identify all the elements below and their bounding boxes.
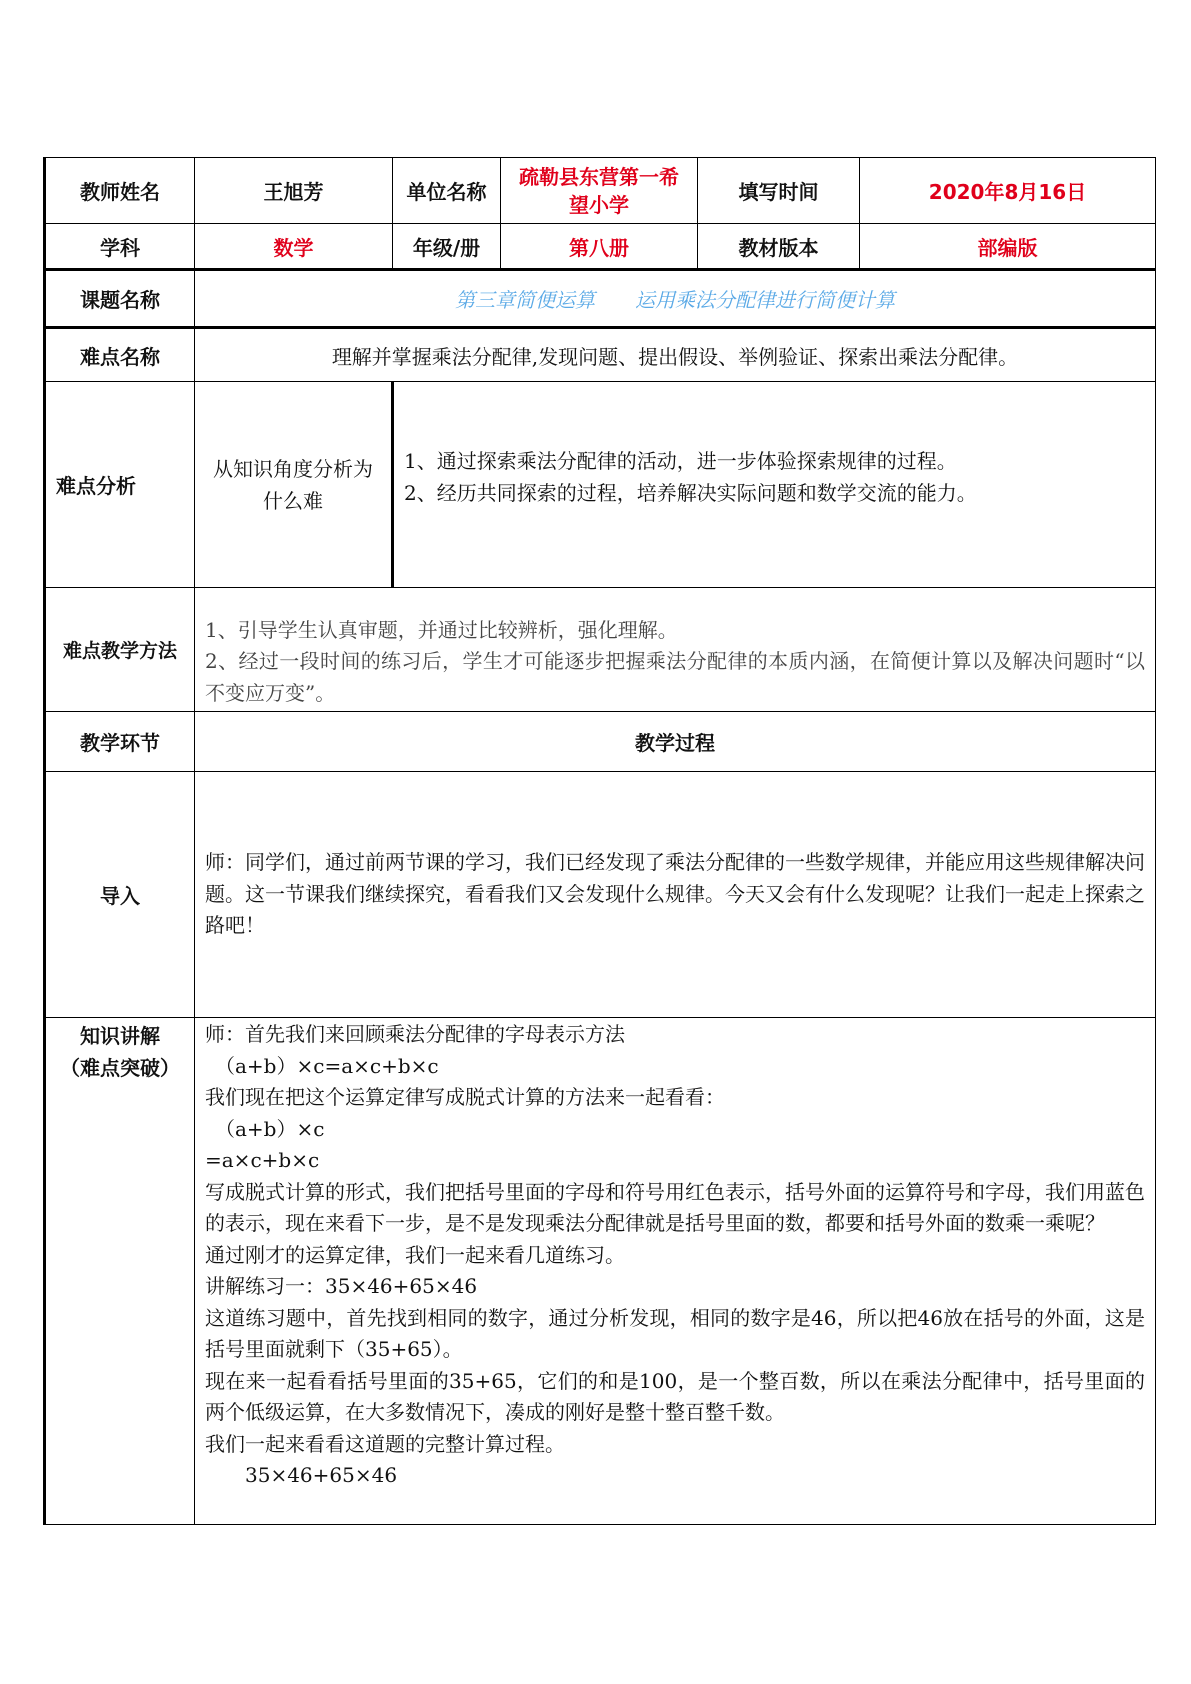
explain-label-line-2: （难点突破） xyxy=(60,1056,180,1080)
process-header-row xyxy=(45,712,1156,772)
analysis-label: 难点分析 xyxy=(45,382,195,588)
explain-line-4: （a+b）×c xyxy=(215,1116,325,1141)
difficulty-row xyxy=(45,328,1156,382)
method-label: 难点教学方法 xyxy=(45,588,195,712)
analysis-content xyxy=(393,382,1156,588)
explain-line-11: 我们一起来看看这道题的完整计算过程。 xyxy=(205,1431,565,1456)
fill-time-value: 2020年8月16日 xyxy=(860,158,1156,224)
header-row-2 xyxy=(45,224,1156,270)
explain-label-line-1: 知识讲解 xyxy=(80,1024,160,1048)
grade-label: 年级/册 xyxy=(393,224,501,270)
explain-line-1: 师：首先我们来回顾乘法分配律的字母表示方法 xyxy=(205,1022,625,1046)
lesson-plan-table xyxy=(43,157,1156,1525)
edition-label: 教材版本 xyxy=(698,224,860,270)
explain-line-5: =a×c+b×c xyxy=(205,1148,320,1172)
method-line-2: 2、经过一段时间的练习后，学生才可能逐步把握乘法分配律的本质内涵，在简便计算以及解决问题时“以不变应万变”。 xyxy=(205,649,1145,705)
intro-text: 师：同学们，通过前两节课的学习，我们已经发现了乘法分配律的一些数学规律，并能应用这些规律解决问题。这一节课我们继续探究，看看我们又会发现什么规律。今天又会有什么发现呢？让我们一起走上探索之路吧！ xyxy=(205,850,1145,938)
explain-content xyxy=(195,1018,1156,1525)
explain-line-9: 这道练习题中，首先找到相同的数字，通过分析发现，相同的数字是46，所以把46放在括号的外面，这是括号里面就剩下（35+65）。 xyxy=(205,1305,1145,1361)
difficulty-value: 理解并掌握乘法分配律,发现问题、提出假设、举例验证、探索出乘法分配律。 xyxy=(195,328,1156,382)
process-value: 教学过程 xyxy=(195,712,1156,772)
topic-label: 课题名称 xyxy=(45,270,195,328)
explain-row xyxy=(45,1018,1156,1525)
grade-value: 第八册 xyxy=(501,224,698,270)
subject-label: 学科 xyxy=(45,224,195,270)
explain-line-10: 现在来一起看看括号里面的35+65，它们的和是100，是一个整百数，所以在乘法分配律中，括号里面的两个低级运算，在大多数情况下，凑成的刚好是整十整百整千数。 xyxy=(205,1368,1145,1424)
explain-line-6: 写成脱式计算的形式，我们把括号里面的字母和符号用红色表示，括号外面的运算符号和字母，我们用蓝色的表示，现在来看下一步，是不是发现乘法分配律就是括号里面的数，都要和括号外面的数乘一乘呢？ xyxy=(205,1179,1145,1235)
method-content xyxy=(195,588,1156,712)
explain-line-7: 通过刚才的运算定律，我们一起来看几道练习。 xyxy=(205,1242,625,1267)
method-line-1: 1、引导学生认真审题，并通过比较辨析，强化理解。 xyxy=(205,617,678,642)
explain-line-2: （a+b）×c=a×c+b×c xyxy=(215,1053,439,1078)
edition-value: 部编版 xyxy=(860,224,1156,270)
explain-line-8: 讲解练习一：35×46+65×46 xyxy=(205,1274,478,1298)
teacher-value: 王旭芳 xyxy=(195,158,393,224)
header-row-1 xyxy=(45,158,1156,224)
method-row xyxy=(45,588,1156,712)
process-label: 教学环节 xyxy=(45,712,195,772)
fill-time-label: 填写时间 xyxy=(698,158,860,224)
intro-label: 导入 xyxy=(45,772,195,1018)
explain-line-3: 我们现在把这个运算定律写成脱式计算的方法来一起看看： xyxy=(205,1085,725,1109)
unit-value: 疏勒县东营第一希望小学 xyxy=(501,158,698,224)
intro-content xyxy=(195,772,1156,1018)
explain-label xyxy=(45,1018,195,1525)
topic-row xyxy=(45,270,1156,328)
unit-label: 单位名称 xyxy=(393,158,501,224)
explain-line-12: 35×46+65×46 xyxy=(245,1463,398,1487)
teacher-label: 教师姓名 xyxy=(45,158,195,224)
analysis-sub-label: 从知识角度分析为什么难 xyxy=(195,382,393,588)
subject-value: 数学 xyxy=(195,224,393,270)
analysis-line-1: 1、通过探索乘法分配律的活动，进一步体验探索规律的过程。 xyxy=(404,449,957,473)
analysis-row xyxy=(45,382,1156,588)
difficulty-label: 难点名称 xyxy=(45,328,195,382)
analysis-line-2: 2、经历共同探索的过程，培养解决实际问题和数学交流的能力。 xyxy=(404,480,977,505)
topic-value: 第三章简便运算 运用乘法分配律进行简便计算 xyxy=(195,270,1156,328)
intro-row xyxy=(45,772,1156,1018)
